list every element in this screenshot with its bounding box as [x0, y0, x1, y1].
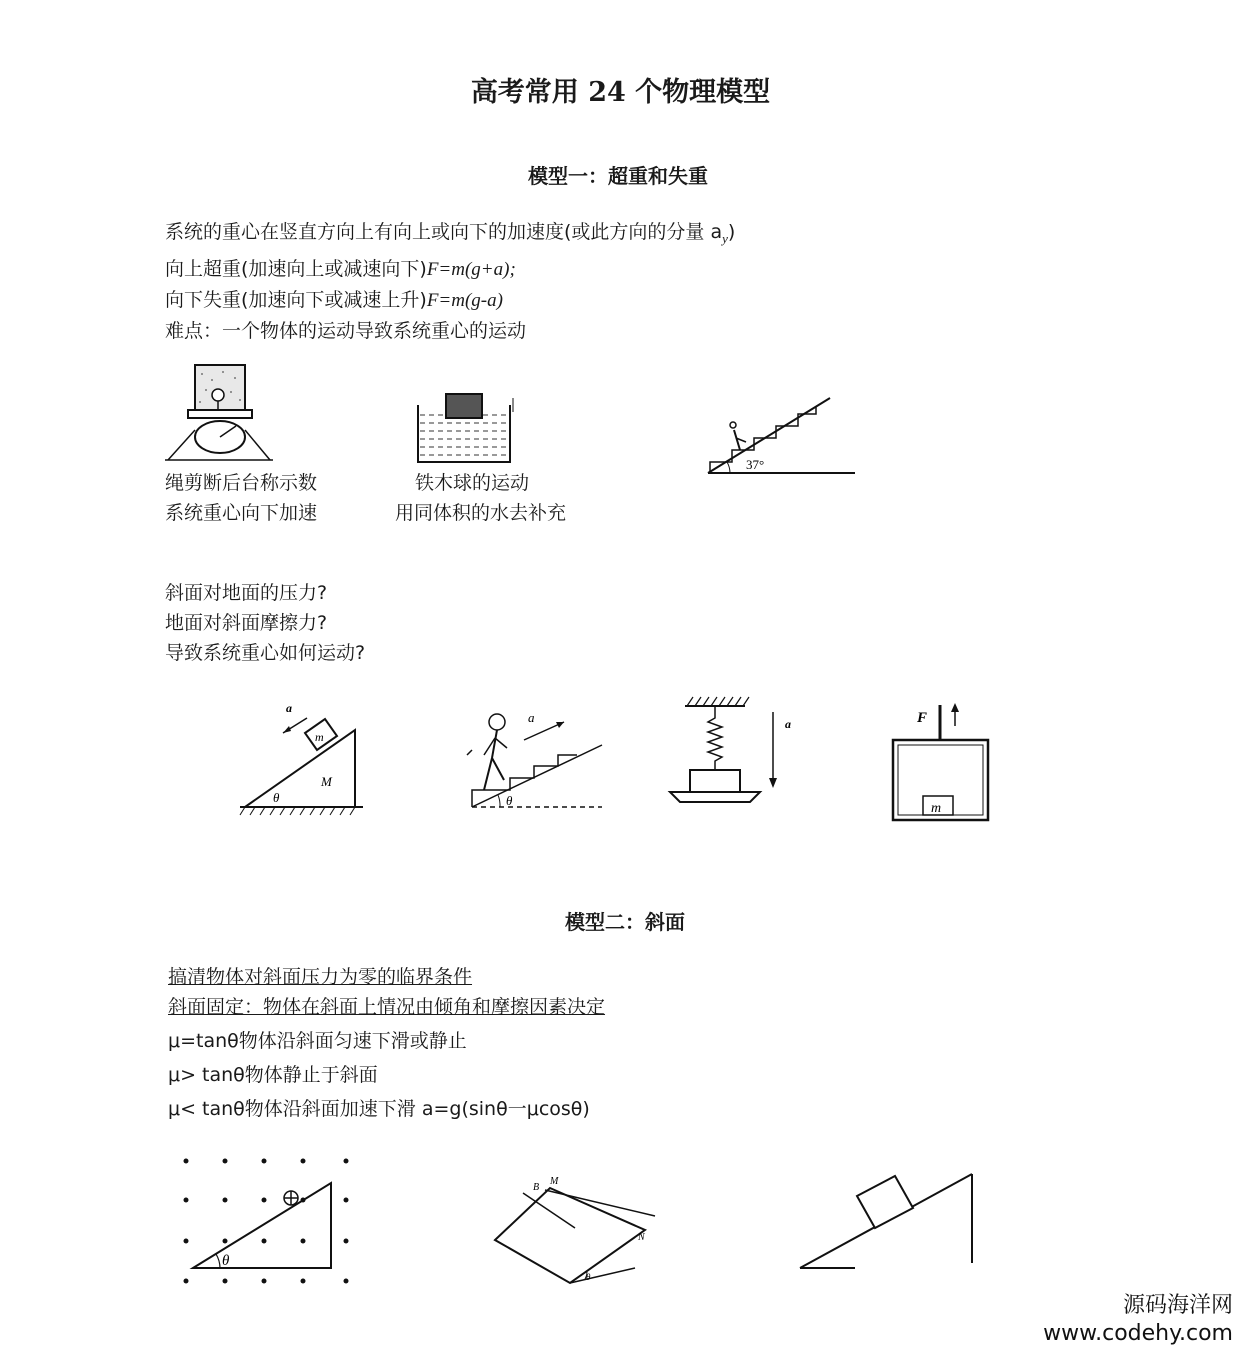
model1-questions: [165, 578, 365, 668]
figure-staircase: [700, 390, 860, 480]
question-line: 地面对斜面摩擦力?: [165, 612, 328, 634]
page-title: 高考常用 24 个物理模型: [470, 77, 771, 108]
label-a: a: [528, 710, 535, 725]
condition-line: μ> tanθ物体静止于斜面: [168, 1064, 378, 1086]
label-a: a: [785, 717, 791, 731]
model2-heading: 模型二：斜面: [565, 910, 685, 934]
label-theta: θ: [586, 1272, 591, 1282]
caption-line: 铁木球的运动: [415, 472, 530, 494]
underlined-line: 斜面固定：物体在斜面上情况由倾角和摩擦因素决定: [168, 996, 606, 1018]
condition-line: μ=tanθ物体沿斜面匀速下滑或静止: [168, 1030, 467, 1052]
label-theta: θ: [273, 790, 280, 805]
figure-escalator: [462, 700, 607, 812]
model2-text: [168, 962, 605, 1124]
watermark-line: 源码海洋网: [1122, 1293, 1233, 1318]
figure-scale-cylinder: [160, 360, 280, 470]
label-F: F: [917, 710, 928, 726]
label-a: a: [286, 701, 292, 715]
label-N: N: [638, 1232, 645, 1243]
model1-line-2: 向上超重(加速向上或减速向下)F=m(g+a);: [165, 257, 516, 280]
condition-line: μ< tanθ物体沿斜面加速下滑 a=g(sinθ一μcosθ): [168, 1098, 590, 1120]
model1-line-3: 向下失重(加速向下或减速上升)F=m(g-a): [165, 288, 503, 311]
angle-label: 37°: [746, 457, 765, 472]
caption-line: 系统重心向下加速: [165, 502, 318, 524]
figure-incline-field: [178, 1153, 360, 1288]
model1-line-4: 难点：一个物体的运动导致系统重心的运动: [165, 319, 527, 342]
figure2-caption: [395, 468, 566, 528]
label-M: M: [550, 1176, 559, 1187]
label-m: m: [315, 730, 324, 744]
figure-incline-rails: [490, 1168, 660, 1286]
figure-box-force: [885, 700, 995, 825]
figure1-caption: [165, 468, 317, 528]
model1-heading: 模型一：超重和失重: [528, 164, 708, 188]
question-line: 斜面对地面的压力?: [165, 582, 328, 604]
formula-weightless: F=m(g-a): [426, 289, 503, 311]
formula-overweight: F=m(g+a);: [426, 258, 516, 280]
label-M: M: [321, 774, 332, 789]
figure-spring-mass: [665, 692, 800, 814]
model1-text: [165, 217, 735, 346]
figure-water-tank: [410, 390, 530, 470]
watermark-line: www.codehy.com: [1043, 1321, 1233, 1346]
caption-line: 用同体积的水去补充: [395, 502, 567, 524]
label-m: m: [931, 801, 942, 816]
figure-wedge-block: [235, 700, 370, 818]
caption-line: 绳剪断后台称示数: [165, 472, 318, 494]
watermark: [1043, 1292, 1233, 1348]
figure-block-incline: [795, 1168, 980, 1276]
question-line: 导致系统重心如何运动?: [165, 642, 366, 664]
underlined-line: 搞清物体对斜面压力为零的临界条件: [168, 966, 473, 988]
model1-line-1: 系统的重心在竖直方向上有向上或向下的加速度(或此方向的分量 $a_y$): [165, 221, 736, 246]
label-theta: θ: [506, 793, 513, 808]
label-theta: θ: [222, 1253, 230, 1269]
label-B: B: [533, 1182, 540, 1193]
